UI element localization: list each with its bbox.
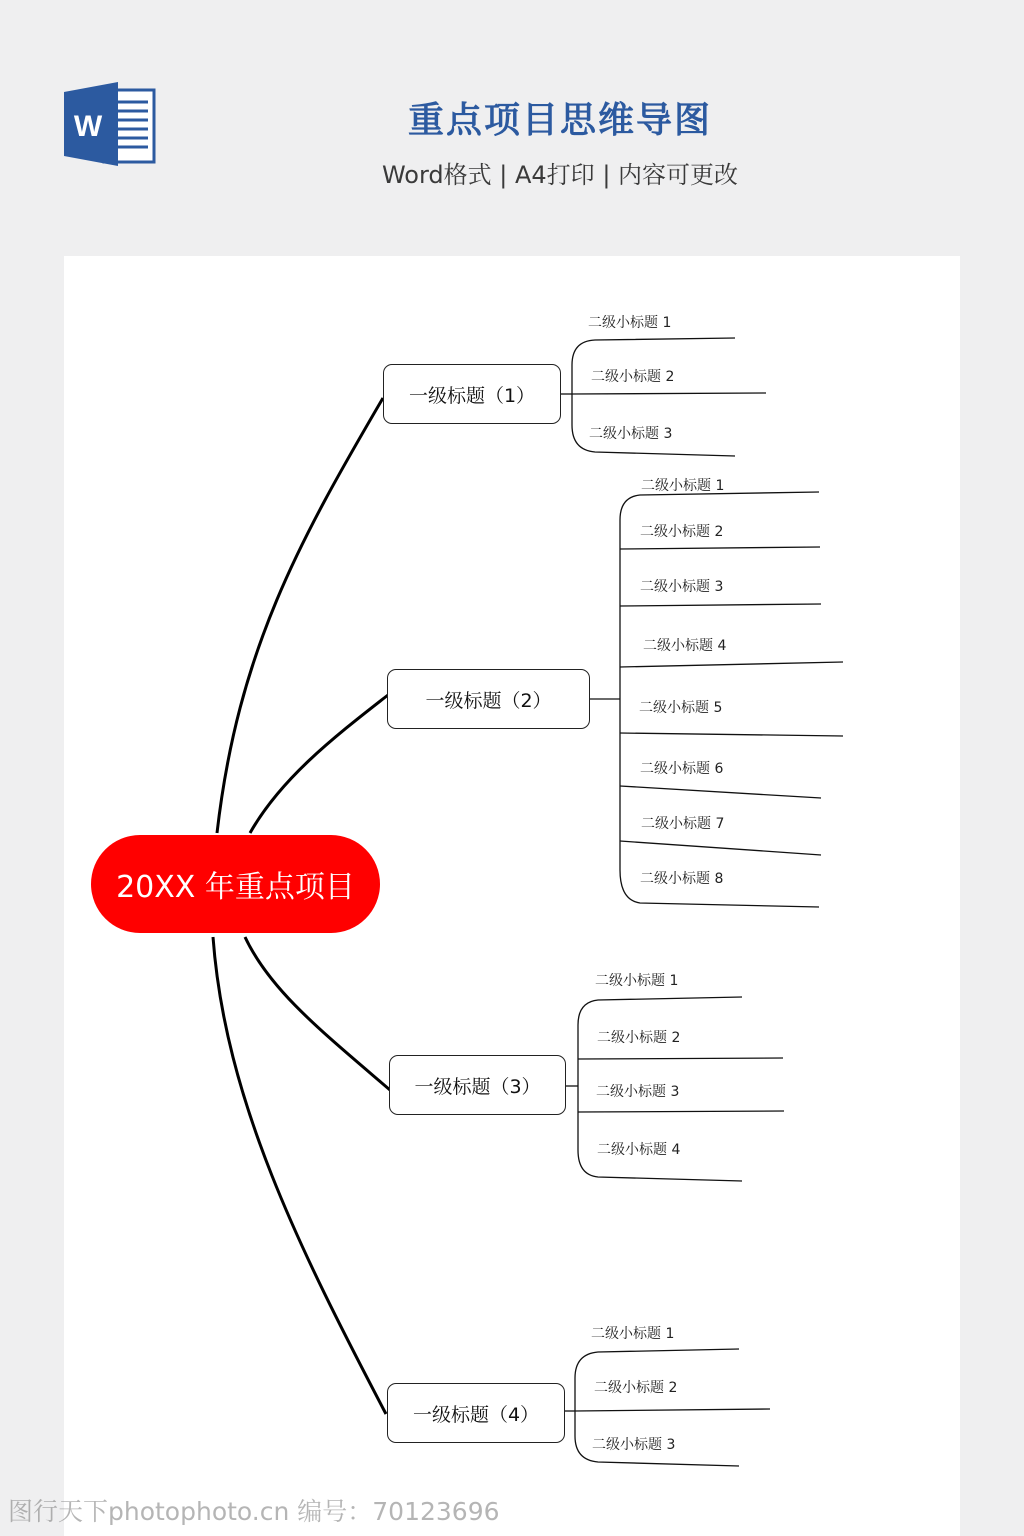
subtopic-2-6: 二级小标题 6 bbox=[640, 761, 724, 777]
word-letter: W bbox=[73, 110, 103, 143]
topic-node-2: 一级标题（2） bbox=[387, 669, 590, 729]
sub-underline-2-6 bbox=[620, 786, 821, 798]
subtopic-3-3: 二级小标题 3 bbox=[596, 1084, 680, 1100]
subtopic-2-1: 二级小标题 1 bbox=[641, 478, 725, 494]
subtopic-3-1: 二级小标题 1 bbox=[595, 973, 679, 989]
page-subtitle: Word格式 | A4打印 | 内容可更改 bbox=[381, 161, 739, 189]
subtopic-1-1: 二级小标题 1 bbox=[588, 315, 672, 331]
topic-node-1: 一级标题（1） bbox=[383, 364, 561, 424]
subtopic-2-3: 二级小标题 3 bbox=[640, 579, 724, 595]
subtopic-3-2: 二级小标题 2 bbox=[597, 1030, 681, 1046]
subtopic-1-2: 二级小标题 2 bbox=[591, 369, 675, 385]
subtopic-4-3: 二级小标题 3 bbox=[592, 1437, 676, 1453]
root-node: 20XX 年重点项目 bbox=[91, 835, 380, 933]
sub-underline-2-2 bbox=[620, 547, 820, 549]
subtopic-2-5: 二级小标题 5 bbox=[639, 700, 723, 716]
sub-underline-2-4 bbox=[620, 662, 843, 667]
sub-underline-3-3 bbox=[578, 1111, 784, 1112]
subtopic-1-3: 二级小标题 3 bbox=[589, 426, 673, 442]
sub-underline-3-2 bbox=[578, 1058, 783, 1059]
subtopic-2-2: 二级小标题 2 bbox=[640, 524, 724, 540]
subtopic-2-7: 二级小标题 7 bbox=[641, 816, 725, 832]
sub-underline-2-7 bbox=[620, 841, 821, 855]
subtopic-4-1: 二级小标题 1 bbox=[591, 1326, 675, 1342]
sub-underline-2-5 bbox=[620, 733, 843, 736]
subtopic-2-8: 二级小标题 8 bbox=[640, 871, 724, 887]
branch-line-2 bbox=[250, 695, 388, 833]
page-title: 重点项目思维导图 bbox=[407, 100, 712, 141]
subtopic-2-4: 二级小标题 4 bbox=[643, 638, 727, 654]
sub-underline-2-3 bbox=[620, 604, 821, 606]
sub-underline-4-2 bbox=[575, 1409, 770, 1411]
branch-line-3 bbox=[245, 937, 390, 1090]
sub-underline-1-2 bbox=[572, 393, 766, 394]
topic-node-3: 一级标题（3） bbox=[389, 1055, 566, 1115]
subtopic-3-4: 二级小标题 4 bbox=[597, 1142, 681, 1158]
topic-node-4: 一级标题（4） bbox=[387, 1383, 565, 1443]
subtopic-4-2: 二级小标题 2 bbox=[594, 1380, 678, 1396]
watermark: 图行天下photophoto.cn 编号：70123696 bbox=[8, 1497, 500, 1526]
